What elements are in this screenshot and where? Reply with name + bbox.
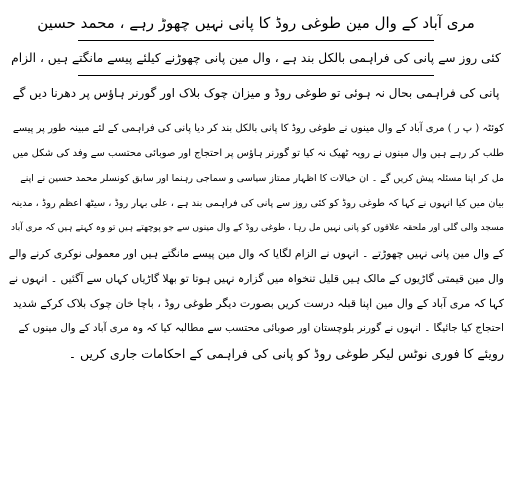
headline-line-2: کئی روز سے پانی کی فراہمی بالکل بند ہے ، وال مین پانی چھوڑنے کیلئے پیسے مانگتے ہیں ، الزام [11, 51, 501, 65]
body-line: طلب کر رہے ہیں وال مینوں نے رویہ ٹھیک نہ کیا تو گورنر ہاؤس پر احتجاج اور صوبائی محتسب سے وفد کی شکل میں [12, 148, 504, 159]
headline-line-3: پانی کی فراہمی بحال نہ ہوئی تو طوغی روڈ و میزان چوک بلاک اور گورنر ہاؤس پر دھرنا دیں گے [12, 86, 500, 100]
body-line: احتجاج کیا جائیگا ۔ انہوں نے گورنر بلوچستان اور صوبائی محتسب سے مطالبہ کیا کہ وہ مری آباد کے وال مینوں کے [18, 322, 504, 334]
body-line: وال مین قیمتی گاڑیوں کے مالک ہیں قلیل تنخواہ میں گزارہ نہیں ہوتا تو بھلا گاڑیاں کہاں سے آگئیں ۔ انہوں نے [8, 272, 504, 285]
article-body [8, 116, 504, 366]
body-line: رویئے کا فوری نوٹس لیکر طوغی روڈ کو پانی کی فراہمی کے احکامات جاری کریں ۔ [68, 346, 504, 361]
body-line: مسجد والی گلی اور ملحقہ علاقوں کو پانی نہیں مل رہا ، طوغی روڈ کے وال مینوں سے جو پوچھتے ہیں تو وہ کہتے ہیں کہ مری آباد [10, 223, 504, 233]
body-line: کے وال مین پانی نہیں چھوڑتے ۔ انہوں نے الزام لگایا کہ وال مین پیسے مانگتے ہیں اور معمولی نوکری کرنے والے [8, 247, 504, 260]
body-line: مل کر اپنا مسئلہ پیش کریں گے ۔ ان خیالات کا اظہار ممتاز سیاسی و سماجی رہنما اور سابق کونسلر محمد حسین نے اپنے [20, 173, 504, 184]
body-line: کہا کہ مری آباد کے وال مین اپنا قبلہ درست کریں بصورت دیگر طوغی روڈ ، باچا خان چوک بلاک کرکے شدید [12, 297, 504, 310]
body-line: کوئٹہ ( پ ر ) مری آباد کے وال مینوں نے طوغی روڈ کا پانی بالکل بند کر دیا پانی کی فراہمی کے لئے مبینہ طور پر پیسے [12, 123, 504, 134]
headline [8, 6, 504, 110]
body-line: بیان میں کیا انہوں نے کہا کہ طوغی روڈ کو کئی روز سے پانی کی فراہمی بند ہے ، علی بہار روڈ ، سیٹھ اعظم روڈ ، مدینہ [10, 198, 504, 209]
headline-line-1: مری آباد کے وال مین طوغی روڈ کا پانی نہیں چھوڑ رہے ، محمد حسین [37, 14, 475, 32]
